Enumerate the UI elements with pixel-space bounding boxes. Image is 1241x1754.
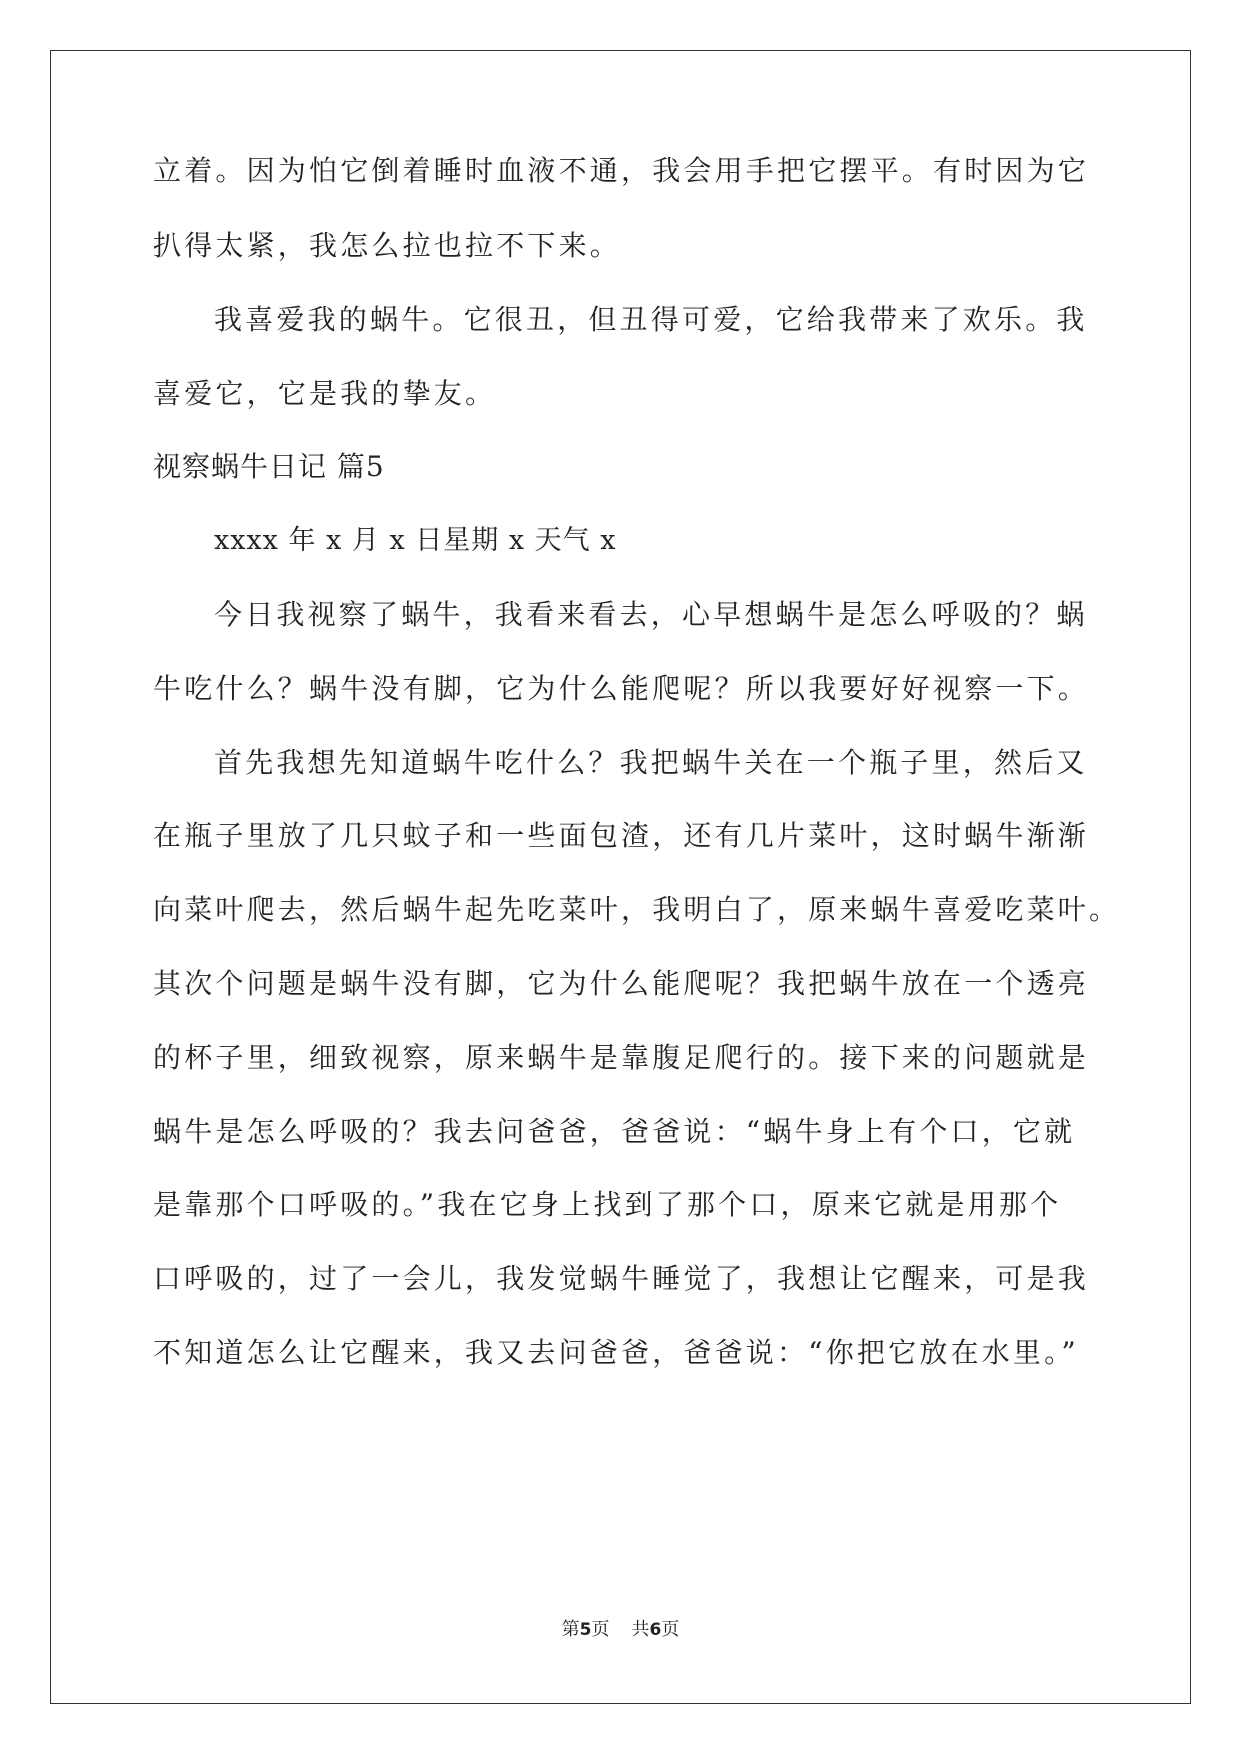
- total-prefix: 共: [631, 1619, 650, 1640]
- text-line: 其次个问题是蜗牛没有脚，它为什么能爬呢？我把蜗牛放在一个透亮: [153, 967, 1090, 1000]
- text-line: 立着。因为怕它倒着睡时血液不通，我会用手把它摆平。有时因为它: [153, 154, 1090, 187]
- page-total: 6: [649, 1620, 662, 1640]
- text-line: 是靠那个口呼吸的。”我在它身上找到了那个口，原来它就是用那个: [153, 1188, 1062, 1221]
- page-current: 5: [579, 1620, 592, 1640]
- page-unit: 页: [591, 1619, 610, 1640]
- text-line: 首先我想先知道蜗牛吃什么？我把蜗牛关在一个瓶子里，然后又: [214, 746, 1088, 779]
- section-heading: 视察蜗牛日记 篇5: [153, 450, 385, 483]
- text-line: 我喜爱我的蜗牛。它很丑，但丑得可爱，它给我带来了欢乐。我: [214, 303, 1088, 336]
- diary-date-line: xxxx 年 x 月 x 日星期 x 天气 x: [214, 525, 617, 556]
- total-unit: 页: [661, 1619, 680, 1640]
- text-line: 今日我视察了蜗牛，我看来看去，心早想蜗牛是怎么呼吸的？蜗: [214, 598, 1088, 631]
- text-line: 的杯子里，细致视察，原来蜗牛是靠腹足爬行的。接下来的问题就是: [153, 1041, 1090, 1074]
- text-line: 向菜叶爬去，然后蜗牛起先吃菜叶，我明白了，原来蜗牛喜爱吃菜叶。: [153, 893, 1121, 926]
- text-line: 口呼吸的，过了一会儿，我发觉蜗牛睡觉了，我想让它醒来，可是我: [153, 1262, 1090, 1295]
- page-footer: [0, 1618, 1241, 1642]
- page-prefix: 第: [561, 1619, 580, 1640]
- text-line: 蜗牛是怎么呼吸的？我去问爸爸，爸爸说：“蜗牛身上有个口，它就: [153, 1115, 1076, 1148]
- text-line: 在瓶子里放了几只蚊子和一些面包渣，还有几片菜叶，这时蜗牛渐渐: [153, 819, 1090, 852]
- text-line: 不知道怎么让它醒来，我又去问爸爸，爸爸说：“你把它放在水里。”: [153, 1336, 1079, 1369]
- text-line: 扒得太紧，我怎么拉也拉不下来。: [153, 229, 622, 262]
- page-border: [50, 50, 1191, 1704]
- text-line: 喜爱它，它是我的挚友。: [153, 377, 497, 410]
- text-line: 牛吃什么？蜗牛没有脚，它为什么能爬呢？所以我要好好视察一下。: [153, 672, 1090, 705]
